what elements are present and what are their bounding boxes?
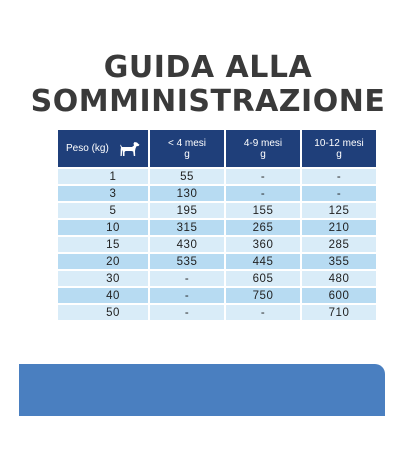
cell-10-12-months: - xyxy=(301,185,377,202)
header-4-9-months-unit: g xyxy=(260,148,266,160)
cell-10-12-months: 600 xyxy=(301,287,377,304)
header-4-9-months-label: 4-9 mesi xyxy=(243,137,283,149)
cell-under-4-months: 535 xyxy=(149,253,225,270)
cell-4-9-months: 605 xyxy=(225,270,301,287)
cell-10-12-months: 210 xyxy=(301,219,377,236)
cell-4-9-months: 360 xyxy=(225,236,301,253)
cell-weight: 3 xyxy=(57,185,149,202)
cell-weight: 1 xyxy=(57,168,149,185)
cell-under-4-months: 55 xyxy=(149,168,225,185)
cell-4-9-months: - xyxy=(225,168,301,185)
header-4-9-months xyxy=(225,129,301,168)
cell-10-12-months: 355 xyxy=(301,253,377,270)
cell-4-9-months: - xyxy=(225,304,301,321)
table-row xyxy=(57,168,377,185)
cell-10-12-months: 480 xyxy=(301,270,377,287)
cell-under-4-months: 315 xyxy=(149,219,225,236)
table-row xyxy=(57,304,377,321)
header-under-4-months xyxy=(149,129,225,168)
page-title-line2: SOMMINISTRAZIONE xyxy=(30,84,386,119)
cell-4-9-months: 265 xyxy=(225,219,301,236)
table-row xyxy=(57,253,377,270)
cell-4-9-months: 445 xyxy=(225,253,301,270)
table-row xyxy=(57,202,377,219)
cell-under-4-months: 130 xyxy=(149,185,225,202)
cell-4-9-months: 750 xyxy=(225,287,301,304)
table-row xyxy=(57,219,377,236)
cell-under-4-months: 195 xyxy=(149,202,225,219)
header-10-12-months-unit: g xyxy=(336,148,342,160)
header-under-4-months-unit: g xyxy=(184,148,190,160)
cell-weight: 15 xyxy=(57,236,149,253)
cell-10-12-months: - xyxy=(301,168,377,185)
cell-weight: 30 xyxy=(57,270,149,287)
cell-under-4-months: - xyxy=(149,287,225,304)
header-weight-label: Peso (kg) xyxy=(66,143,109,154)
cell-weight: 20 xyxy=(57,253,149,270)
table-row xyxy=(57,236,377,253)
header-weight xyxy=(57,129,149,168)
cell-under-4-months: - xyxy=(149,304,225,321)
cell-under-4-months: 430 xyxy=(149,236,225,253)
cell-weight: 5 xyxy=(57,202,149,219)
cell-weight: 50 xyxy=(57,304,149,321)
header-under-4-months-label: < 4 mesi xyxy=(167,137,207,149)
dog-icon xyxy=(118,141,140,157)
cell-4-9-months: 155 xyxy=(225,202,301,219)
table-row xyxy=(57,270,377,287)
page-title-line1: GUIDA ALLA xyxy=(103,50,313,85)
table-row xyxy=(57,287,377,304)
feeding-guide-table xyxy=(56,128,378,322)
table-row xyxy=(57,185,377,202)
cell-10-12-months: 285 xyxy=(301,236,377,253)
cell-10-12-months: 710 xyxy=(301,304,377,321)
cell-10-12-months: 125 xyxy=(301,202,377,219)
cell-4-9-months: - xyxy=(225,185,301,202)
cell-weight: 40 xyxy=(57,287,149,304)
header-10-12-months-label: 10-12 mesi xyxy=(314,137,364,149)
bottom-banner xyxy=(19,364,385,416)
cell-weight: 10 xyxy=(57,219,149,236)
cell-under-4-months: - xyxy=(149,270,225,287)
table-header-row xyxy=(57,129,377,168)
header-10-12-months xyxy=(301,129,377,168)
